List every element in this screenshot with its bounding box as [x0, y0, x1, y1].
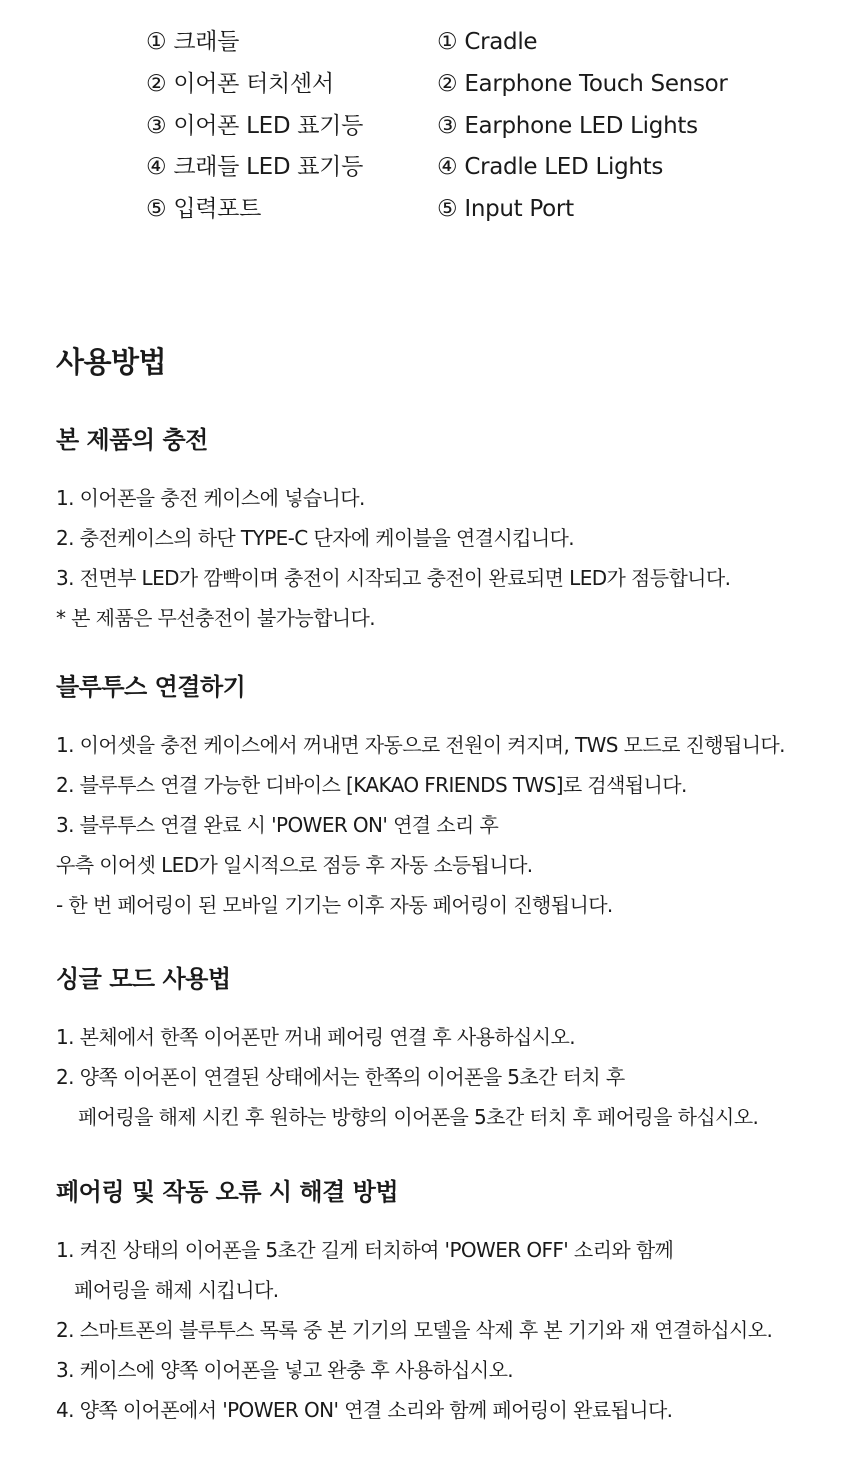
- troubleshooting-line: 페어링을 해제 시킵니다.: [74, 1278, 279, 1302]
- charging-title: 본 제품의 충전: [56, 426, 208, 454]
- bluetooth-line: 1. 이어셋을 충전 케이스에서 꺼내면 자동으로 전원이 켜지며, TWS 모드로 진행됩니다.: [56, 733, 785, 757]
- bluetooth-title: 블루투스 연결하기: [56, 673, 246, 701]
- bluetooth-line: 2. 블루투스 연결 가능한 디바이스 [KAKAO FRIENDS TWS]로 검색됩니다.: [56, 773, 687, 797]
- single-mode-line: 페어링을 해제 시킨 후 원하는 방향의 이어폰을 5초간 터치 후 페어링을 하십시오.: [78, 1105, 759, 1129]
- part-en-input-port: ⑤ Input Port: [437, 196, 574, 222]
- charging-note: * 본 제품은 무선충전이 불가능합니다.: [56, 606, 375, 630]
- part-en-cradle-led: ④ Cradle LED Lights: [437, 154, 664, 180]
- bluetooth-line: 우측 이어셋 LED가 일시적으로 점등 후 자동 소등됩니다.: [56, 853, 533, 877]
- troubleshooting-title: 페어링 및 작동 오류 시 해결 방법: [56, 1178, 399, 1206]
- part-en-touch-sensor: ② Earphone Touch Sensor: [437, 71, 728, 97]
- part-ko-input-port: ⑤ 입력포트: [146, 196, 262, 222]
- troubleshooting-line: 1. 켜진 상태의 이어폰을 5초간 길게 터치하여 'POWER OFF' 소리와 함께: [56, 1238, 674, 1262]
- charging-line: 2. 충전케이스의 하단 TYPE-C 단자에 케이블을 연결시킵니다.: [56, 526, 575, 550]
- part-ko-cradle-led: ④ 크래들 LED 표기등: [146, 154, 364, 180]
- part-ko-touch-sensor: ② 이어폰 터치센서: [146, 71, 334, 97]
- bluetooth-line: 3. 블루투스 연결 완료 시 'POWER ON' 연결 소리 후: [56, 813, 499, 837]
- part-en-cradle: ① Cradle: [437, 29, 538, 55]
- charging-line: 3. 전면부 LED가 깜빡이며 충전이 시작되고 충전이 완료되면 LED가 점등합니다.: [56, 566, 731, 590]
- part-ko-earphone-led: ③ 이어폰 LED 표기등: [146, 113, 364, 139]
- single-mode-title: 싱글 모드 사용법: [56, 965, 231, 993]
- usage-title: 사용방법: [56, 345, 167, 379]
- single-mode-line: 2. 양쪽 이어폰이 연결된 상태에서는 한쪽의 이어폰을 5초간 터치 후: [56, 1065, 625, 1089]
- troubleshooting-line: 4. 양쪽 이어폰에서 'POWER ON' 연결 소리와 함께 페어링이 완료됩니다.: [56, 1398, 673, 1422]
- single-mode-line: 1. 본체에서 한쪽 이어폰만 꺼내 페어링 연결 후 사용하십시오.: [56, 1025, 575, 1049]
- troubleshooting-line: 3. 케이스에 양쪽 이어폰을 넣고 완충 후 사용하십시오.: [56, 1358, 514, 1382]
- part-ko-cradle: ① 크래들: [146, 29, 240, 55]
- bluetooth-note: - 한 번 페어링이 된 모바일 기기는 이후 자동 페어링이 진행됩니다.: [56, 893, 613, 917]
- charging-line: 1. 이어폰을 충전 케이스에 넣습니다.: [56, 486, 365, 510]
- part-en-earphone-led: ③ Earphone LED Lights: [437, 113, 698, 139]
- troubleshooting-line: 2. 스마트폰의 블루투스 목록 중 본 기기의 모델을 삭제 후 본 기기와 재 연결하십시오.: [56, 1318, 773, 1342]
